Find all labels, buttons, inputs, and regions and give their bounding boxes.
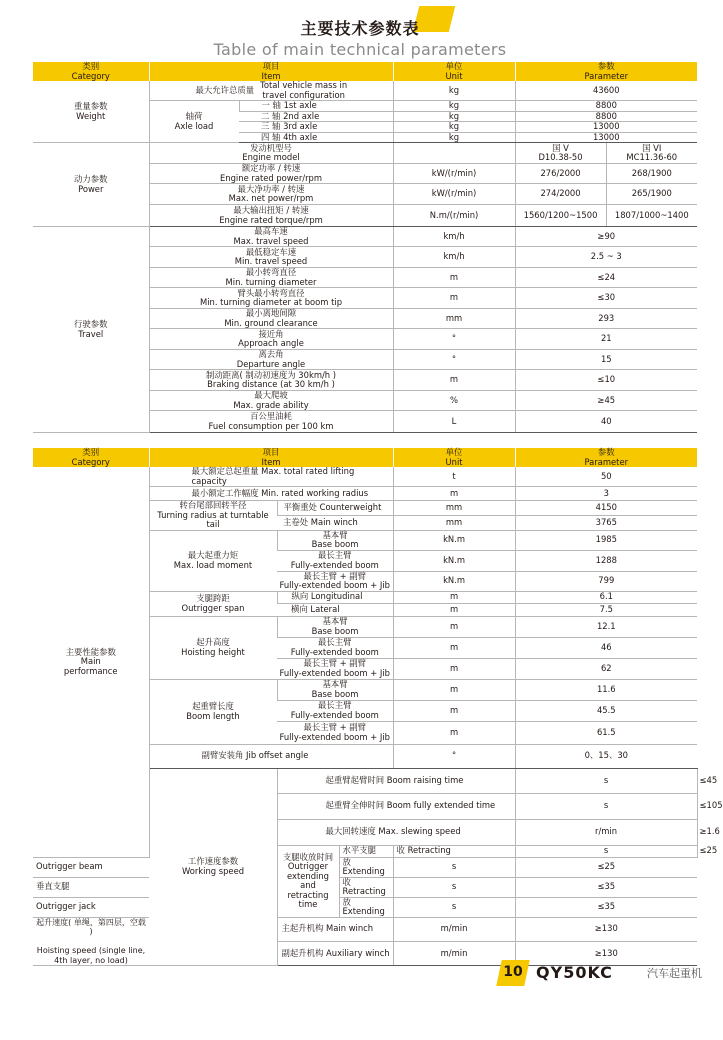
outrigger-beam: Outrigger beam	[33, 857, 149, 877]
item-jib-offset: 副臂安装角 Jib offset angle	[149, 744, 393, 768]
item-turning-radius: 转台尾部回转半径 Turning radius at turntable tail	[149, 501, 277, 531]
value-guo5: 276/2000	[515, 164, 606, 184]
table-header-row	[33, 448, 697, 467]
category-main-performance: 主要性能参数 Main performance	[33, 467, 149, 857]
unit-cell: m	[393, 658, 515, 679]
value-cell: 8800	[515, 101, 697, 112]
category-working-speed: 工作速度参数 Working speed	[149, 768, 277, 966]
outrigger-action: 放 Extending	[339, 897, 393, 917]
item-cell: 离去角 Departure angle	[149, 350, 393, 370]
table-row	[33, 467, 697, 487]
value-guo6: 国 VI MC11.36-60	[606, 143, 697, 164]
page-header	[0, 0, 720, 62]
item-height: 起升高度 Hoisting height	[149, 616, 277, 679]
sub-item: 纵向 Longitudinal	[277, 591, 393, 603]
axle-name: 三 轴 3rd axle	[239, 122, 393, 133]
item-outrigger-time: 支腿收放时间 Outrigger extending and retracting time	[277, 845, 339, 917]
unit-cell: m	[393, 700, 515, 721]
unit-cell: s	[515, 768, 697, 793]
table-row: 最大回转速度 Max. slewing speed r/min ≥1.6	[33, 819, 697, 845]
item-cell: 额定功率 / 转速 Engine rated power/rpm	[149, 164, 393, 184]
sub-item: 最长主臂 Fully-extended boom	[277, 637, 393, 658]
table-row	[33, 917, 697, 941]
value-guo6: 1807/1000~1400	[606, 205, 697, 227]
axle-name: 二 轴 2nd axle	[239, 111, 393, 122]
item-cell: 起重臂起臂时间 Boom raising time	[277, 768, 515, 793]
value-cell: 4150	[515, 501, 697, 516]
value-cell: ≥45	[515, 391, 697, 411]
value-cell: ≤35	[515, 897, 697, 917]
value-cell: 21	[515, 329, 697, 350]
unit-cell: t	[393, 467, 515, 487]
value-cell: ≥130	[515, 917, 697, 941]
outrigger-action: 收 Retracting	[339, 877, 393, 897]
value-cell: 293	[515, 309, 697, 329]
spec-table-1	[33, 62, 697, 433]
sub-item: 最长主臂 Fully-extended boom	[277, 700, 393, 721]
value-cell: ≤35	[515, 877, 697, 897]
table-row	[33, 877, 697, 897]
unit-cell: mm	[393, 501, 515, 516]
unit-cell: m	[393, 616, 515, 637]
unit-cell: m	[393, 721, 515, 744]
unit-cell: s	[515, 845, 697, 857]
sub-item: 副起升机构 Auxiliary winch	[277, 941, 393, 965]
value-cell: 46	[515, 637, 697, 658]
item-cell: 起重臂全伸时间 Boom fully extended time	[277, 793, 515, 819]
unit-cell: °	[393, 744, 515, 768]
header-category: 类别 Category	[33, 448, 149, 467]
item-cell: 百公里油耗 Fuel consumption per 100 km	[149, 411, 393, 433]
unit-cell: kg	[393, 132, 515, 143]
unit-cell: kN.m	[393, 571, 515, 591]
value-cell: 11.6	[515, 679, 697, 700]
value-guo6: 268/1900	[606, 164, 697, 184]
sub-item: 基本臂 Base boom	[277, 616, 393, 637]
unit-cell: r/min	[515, 819, 697, 845]
value-cell: 50	[515, 467, 697, 487]
unit-cell: m	[393, 370, 515, 391]
outrigger-beam: 水平支腿	[339, 845, 393, 857]
unit-cell: %	[393, 391, 515, 411]
item-cell: 最小离地间隙 Min. ground clearance	[149, 309, 393, 329]
item-cell: 接近角 Approach angle	[149, 329, 393, 350]
unit-cell: kN.m	[393, 550, 515, 571]
value-cell: ≤25	[515, 857, 697, 877]
sub-item: 基本臂 Base boom	[277, 679, 393, 700]
page-number: 10	[503, 964, 523, 980]
item-cell: 发动机型号 Engine model	[149, 143, 393, 164]
unit-cell: s	[515, 793, 697, 819]
item-cell: 最大额定总起重量 Max. total rated lifting capacity	[149, 467, 393, 487]
value-cell: 799	[515, 571, 697, 591]
header-unit: 单位 Unit	[393, 448, 515, 467]
unit-cell: m	[393, 603, 515, 616]
unit-cell	[393, 143, 515, 164]
item-cell: 最低稳定车速 Min. travel speed	[149, 247, 393, 268]
unit-cell: m	[393, 288, 515, 309]
product-subtitle: 汽车起重机	[647, 967, 702, 980]
unit-cell: km/h	[393, 227, 515, 247]
table-row	[33, 857, 697, 877]
unit-cell: kN.m	[393, 530, 515, 550]
value-guo5: 国 V D10.38-50	[515, 143, 606, 164]
sub-item: 最长主臂 + 副臂 Fully-extended boom + Jib	[277, 658, 393, 679]
item-length: 起重臂长度 Boom length	[149, 679, 277, 744]
unit-cell: s	[393, 857, 515, 877]
sub-item: 主卷处 Main winch	[277, 515, 393, 530]
value-guo6: 265/1900	[606, 184, 697, 205]
header-parameter: 参数 Parameter	[515, 448, 697, 467]
sub-item: 基本臂 Base boom	[277, 530, 393, 550]
unit-cell: s	[393, 877, 515, 897]
item-cell: 最大输出扭矩 / 转速 Engine rated torque/rpm	[149, 205, 393, 227]
category-power: 动力参数 Power	[33, 143, 149, 227]
value-cell: 3765	[515, 515, 697, 530]
table-row	[33, 227, 697, 247]
value-cell: 13000	[515, 122, 697, 133]
item-axle-load: 轴荷 Axle load	[149, 101, 239, 143]
header-item: 项目 Item	[149, 62, 393, 81]
value-cell: 43600	[515, 81, 697, 101]
header-unit: 单位 Unit	[393, 62, 515, 81]
unit-cell: m	[393, 591, 515, 603]
unit-cell: N.m/(r/min)	[393, 205, 515, 227]
value-cell: 62	[515, 658, 697, 679]
spec-table-2	[33, 447, 723, 966]
outrigger-beam: 垂直支腿	[33, 877, 149, 897]
table-row: 工作速度参数 Working speed 起重臂起臂时间 Boom raising time s ≤45	[33, 768, 697, 793]
value-cell: 2.5 ~ 3	[515, 247, 697, 268]
item-hoisting-speed: 起升速度( 单绳，第四层，空载 ) Hoisting speed (single line, 4th layer, no load)	[33, 917, 149, 966]
table-row	[33, 897, 697, 917]
value-cell: 3	[515, 487, 697, 501]
value-cell: 6.1	[515, 591, 697, 603]
category-travel: 行驶参数 Travel	[33, 227, 149, 433]
item-cell: 最高车速 Max. travel speed	[149, 227, 393, 247]
sub-item: 最长主臂 + 副臂 Fully-extended boom + Jib	[277, 721, 393, 744]
value-cell: 0、15、30	[515, 744, 697, 768]
value-cell: 13000	[515, 132, 697, 143]
value-cell: 15	[515, 350, 697, 370]
header-category: 类别 Category	[33, 62, 149, 81]
value-cell: 40	[515, 411, 697, 433]
item-cell: 最小转弯直径 Min. turning diameter	[149, 268, 393, 288]
model-name: QY50KC	[536, 963, 613, 982]
unit-cell: °	[393, 350, 515, 370]
value-cell: 8800	[515, 111, 697, 122]
value-cell: ≤24	[515, 268, 697, 288]
axle-name: 四 轴 4th axle	[239, 132, 393, 143]
unit-cell: m	[393, 637, 515, 658]
outrigger-beam: Outrigger jack	[33, 897, 149, 917]
unit-cell: m/min	[393, 917, 515, 941]
value-cell: 12.1	[515, 616, 697, 637]
unit-cell: km/h	[393, 247, 515, 268]
unit-cell: m	[393, 679, 515, 700]
item-moment: 最大起重力矩 Max. load moment	[149, 530, 277, 591]
table-row	[33, 81, 697, 101]
header-parameter: 参数 Parameter	[515, 62, 697, 81]
sub-item: 横向 Lateral	[277, 603, 393, 616]
category-weight: 重量参数 Weight	[33, 81, 149, 143]
unit-cell: kg	[393, 81, 515, 101]
table-row: 起重臂全伸时间 Boom fully extended time s ≤105	[33, 793, 697, 819]
item-cell: 制动距离( 制动初速度为 30km/h ) Braking distance (at 30 km/h )	[149, 370, 393, 391]
item-cell: 最大净功率 / 转速 Max. net power/rpm	[149, 184, 393, 205]
value-cell: 1288	[515, 550, 697, 571]
page-title-en: Table of main technical parameters	[213, 40, 507, 59]
unit-cell: s	[393, 897, 515, 917]
item-span: 支腿跨距 Outrigger span	[149, 591, 277, 616]
unit-cell: °	[393, 329, 515, 350]
unit-cell: m/min	[393, 941, 515, 965]
item-cell: 最大爬坡 Max. grade ability	[149, 391, 393, 411]
sub-item: 主起升机构 Main winch	[277, 917, 393, 941]
value-cell: ≥90	[515, 227, 697, 247]
axle-name: 一 轴 1st axle	[239, 101, 393, 112]
table-header-row	[33, 62, 697, 81]
item-cell: 臂头最小转弯直径 Min. turning diameter at boom tip	[149, 288, 393, 309]
unit-cell: kg	[393, 101, 515, 112]
value-cell: 7.5	[515, 603, 697, 616]
value-guo5: 1560/1200~1500	[515, 205, 606, 227]
table-row	[33, 143, 697, 164]
outrigger-action: 收 Retracting	[393, 845, 515, 857]
value-cell: 1985	[515, 530, 697, 550]
header-item: 项目 Item	[149, 448, 393, 467]
unit-cell: m	[393, 487, 515, 501]
outrigger-action: 放 Extending	[339, 857, 393, 877]
table-row: 支腿收放时间 Outrigger extending and retracting time 水平支腿 收 Retracting s ≤25	[33, 845, 697, 857]
unit-cell: mm	[393, 309, 515, 329]
unit-cell: m	[393, 268, 515, 288]
value-cell: ≥130	[515, 941, 697, 965]
value-cell: ≤10	[515, 370, 697, 391]
unit-cell: kg	[393, 111, 515, 122]
value-cell: 61.5	[515, 721, 697, 744]
unit-cell: kg	[393, 122, 515, 133]
unit-cell: mm	[393, 515, 515, 530]
unit-cell: L	[393, 411, 515, 433]
item-cell: 最大回转速度 Max. slewing speed	[277, 819, 515, 845]
page-title-cn: 主要技术参数表	[300, 19, 420, 38]
sub-item: 平衡重处 Counterweight	[277, 501, 393, 516]
item-total-mass: 最大允许总质量 Total vehicle mass in travel configuration	[149, 81, 393, 101]
unit-cell: kW/(r/min)	[393, 184, 515, 205]
sub-item: 最长主臂 + 副臂 Fully-extended boom + Jib	[277, 571, 393, 591]
value-cell: 45.5	[515, 700, 697, 721]
sub-item: 最长主臂 Fully-extended boom	[277, 550, 393, 571]
value-guo5: 274/2000	[515, 184, 606, 205]
item-cell: 最小额定工作幅度 Min. rated working radius	[149, 487, 393, 501]
value-cell: ≤30	[515, 288, 697, 309]
unit-cell: kW/(r/min)	[393, 164, 515, 184]
